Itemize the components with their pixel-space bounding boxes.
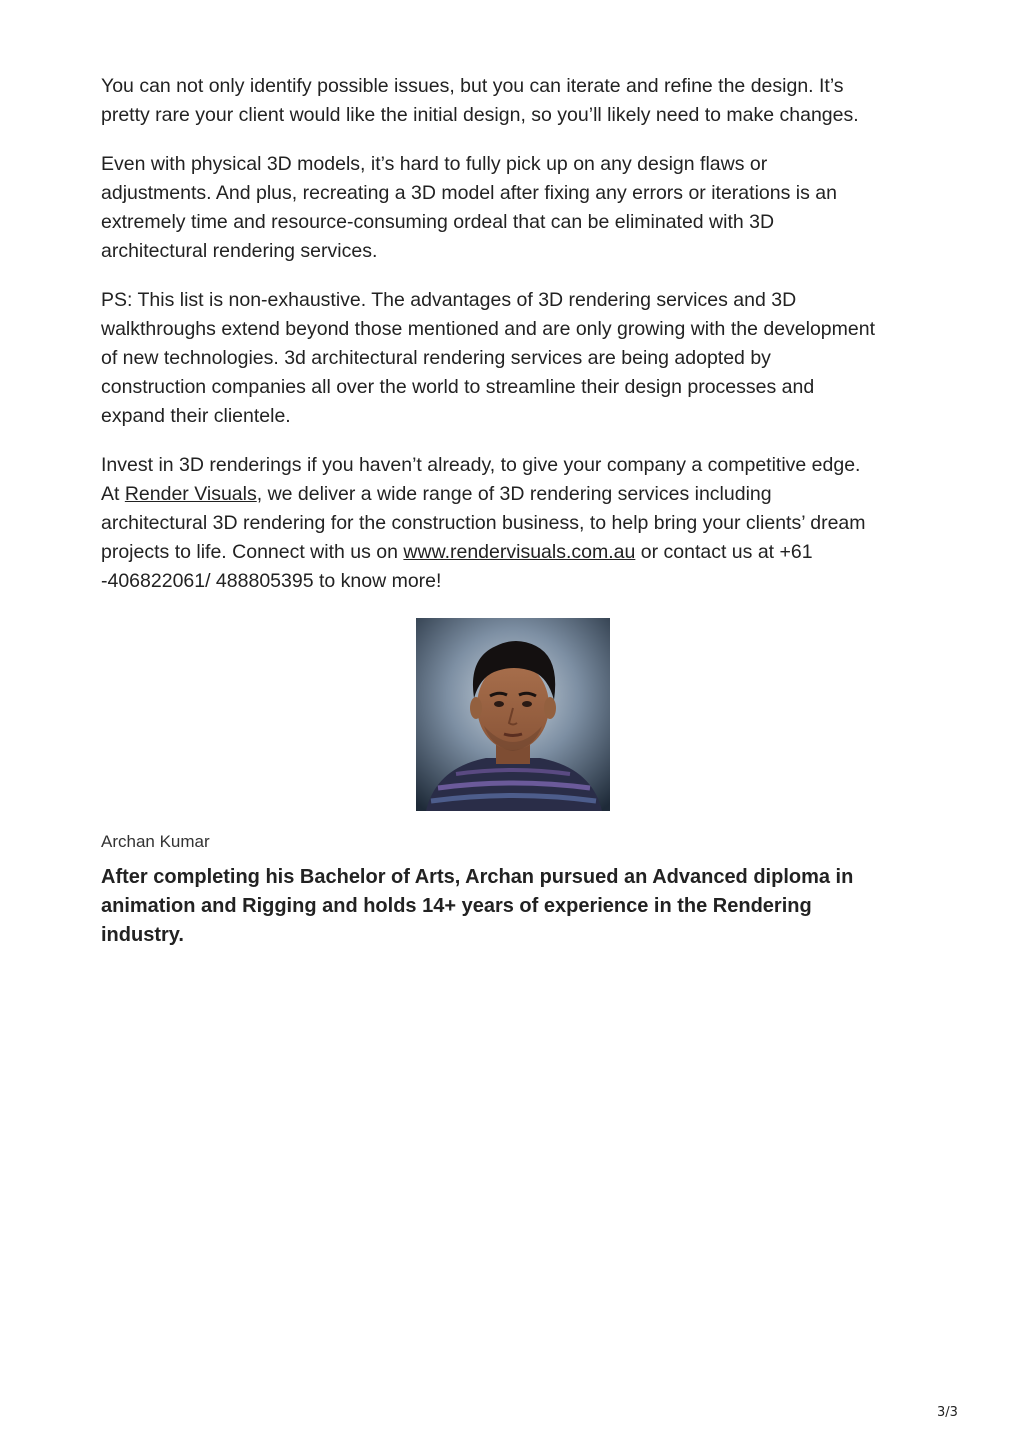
cta-text-part-3: or contact us at +61 -406822061/ 488805395 to know more! [101,541,813,592]
paragraph-ps-note: PS: This list is non-exhaustive. The advantages of 3D rendering services and 3D walkthroughs extend beyond those mentioned and are only growing with the development of new technologies. 3d architectural rendering services are being adopted by construction companies all over the world to streamline their design processes and expand their clientele. [101,289,876,427]
page-number: 3/3 [937,1405,958,1420]
author-portrait-image [416,618,610,811]
cta-text-part-1: Invest in 3D renderings if you haven’t already, to give your company a competitive edge. At [101,454,861,505]
render-visuals-link[interactable]: Render Visuals [124,483,257,505]
author-bio: After completing his Bachelor of Arts, Archan pursued an Advanced diploma in animation and Rigging and holds 14+ years of experience in the Rendering industry. [101,866,854,946]
author-photo [416,618,610,811]
author-name: Archan Kumar [101,832,210,851]
paragraph-invest-cta [101,451,931,596]
paragraph-physical-models: Even with physical 3D models, it’s hard to fully pick up on any design flaws or adjustments. And plus, recreating a 3D model after fixing any errors or iterations is an extremely time and resource-consuming ordeal that can be eliminated with 3D architectural rendering services. [101,153,837,262]
website-link[interactable]: www.rendervisuals.com.au [403,541,636,563]
paragraph-iterate-design: You can not only identify possible issues, but you can iterate and refine the design. It’s pretty rare your client would like the initial design, so you’ll likely need to make changes. [101,75,859,126]
article-body [101,72,931,616]
cta-text-part-2: , we deliver a wide range of 3D rendering services including architectural 3D rendering for the construction business, to help bring your clients’ dream projects to life. Connect with us on [101,483,866,563]
